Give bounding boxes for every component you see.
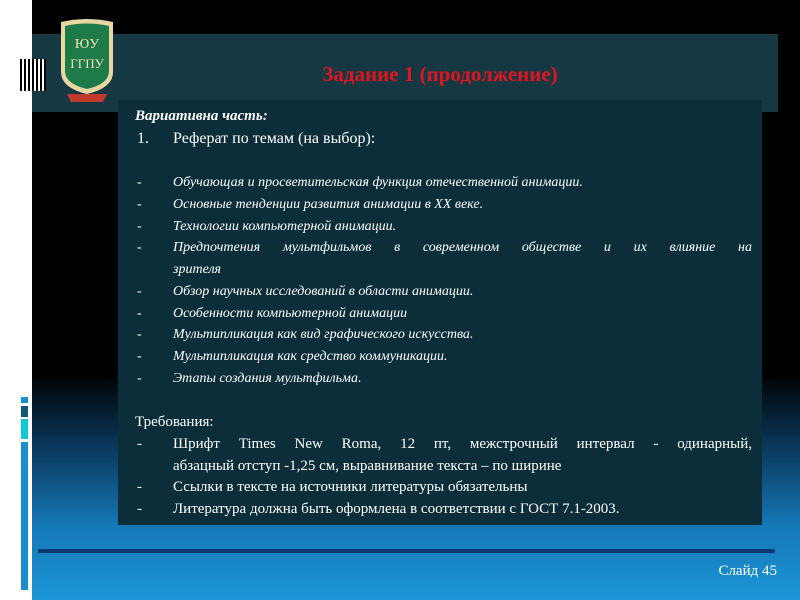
list-item bbox=[135, 237, 752, 259]
list-item-text: Мультипликация как вид графического искусства. bbox=[173, 327, 474, 343]
requirements-heading: Требования: bbox=[135, 414, 214, 431]
list-item-text: Обучающая и просветительская функция отечественной анимации. bbox=[173, 175, 583, 191]
list-item bbox=[135, 346, 752, 368]
item-text: Реферат по темам (на выбор): bbox=[173, 129, 376, 147]
dash-bullet: - bbox=[137, 479, 142, 496]
list-item bbox=[135, 368, 752, 390]
slide-title: Задание 1 (продолжение) bbox=[322, 62, 558, 86]
list-item bbox=[135, 281, 752, 303]
dash-bullet: - bbox=[137, 435, 142, 452]
footer-divider bbox=[38, 549, 775, 553]
section-heading: Вариативна часть: bbox=[135, 108, 268, 124]
dash-bullet: - bbox=[137, 175, 142, 191]
list-item bbox=[135, 172, 752, 194]
dash-bullet: - bbox=[137, 501, 142, 517]
list-item bbox=[135, 499, 752, 521]
list-item-text: Мультипликация как средство коммуникации. bbox=[173, 348, 448, 364]
list-item-text: зрителя bbox=[173, 262, 222, 278]
dash-bullet bbox=[135, 259, 173, 281]
dash-bullet: - bbox=[137, 305, 142, 321]
list-item bbox=[135, 434, 752, 456]
list-item bbox=[135, 194, 752, 216]
list-item bbox=[135, 216, 752, 238]
list-item-text: Обзор научных исследований в области анимации. bbox=[173, 283, 474, 299]
dash-bullet: - bbox=[137, 283, 142, 299]
list-item-text: Технологии компьютерной анимации. bbox=[173, 218, 397, 234]
university-logo bbox=[57, 18, 117, 104]
decorative-bars bbox=[21, 397, 29, 590]
item-number: 1. bbox=[137, 129, 149, 147]
svg-text:ЮУ: ЮУ bbox=[74, 37, 100, 52]
list-item bbox=[135, 324, 752, 346]
dash-bullet: - bbox=[137, 370, 142, 386]
list-item bbox=[135, 477, 752, 499]
list-item-text: Предпочтения мультфильмов в современном обществе и их влияние на bbox=[173, 240, 752, 256]
list-item-text: Шрифт Times New Roma, 12 пт, межстрочный интервал - одинарный, bbox=[173, 435, 752, 452]
dash-bullet: - bbox=[137, 218, 142, 234]
slide-number: Слайд 45 bbox=[718, 563, 777, 579]
list-item-text: Литература должна быть оформлена в соответствии с ГОСТ 7.1-2003. bbox=[173, 501, 620, 517]
dash-bullet: - bbox=[137, 240, 142, 256]
list-item-text: Основные тенденции развития анимации в XX веке. bbox=[173, 197, 484, 213]
dash-bullet: - bbox=[137, 348, 142, 364]
dash-bullet: - bbox=[137, 327, 142, 343]
list-item bbox=[135, 259, 752, 281]
list-item bbox=[135, 303, 752, 325]
list-item-text: Особенности компьютерной анимации bbox=[173, 305, 408, 321]
list-item-text: Ссылки в тексте на источники литературы обязательны bbox=[173, 479, 528, 496]
dash-bullet: - bbox=[137, 197, 142, 213]
svg-text:ГГПУ: ГГПУ bbox=[70, 56, 104, 71]
barcode-decoration bbox=[18, 59, 46, 91]
list-item bbox=[135, 456, 752, 478]
content-box bbox=[118, 100, 762, 525]
list-item-text: абзацный отступ -1,25 см, выравнивание текста – по ширине bbox=[173, 457, 562, 474]
list-item-text: Этапы создания мультфильма. bbox=[173, 370, 362, 386]
dash-bullet bbox=[135, 456, 173, 478]
